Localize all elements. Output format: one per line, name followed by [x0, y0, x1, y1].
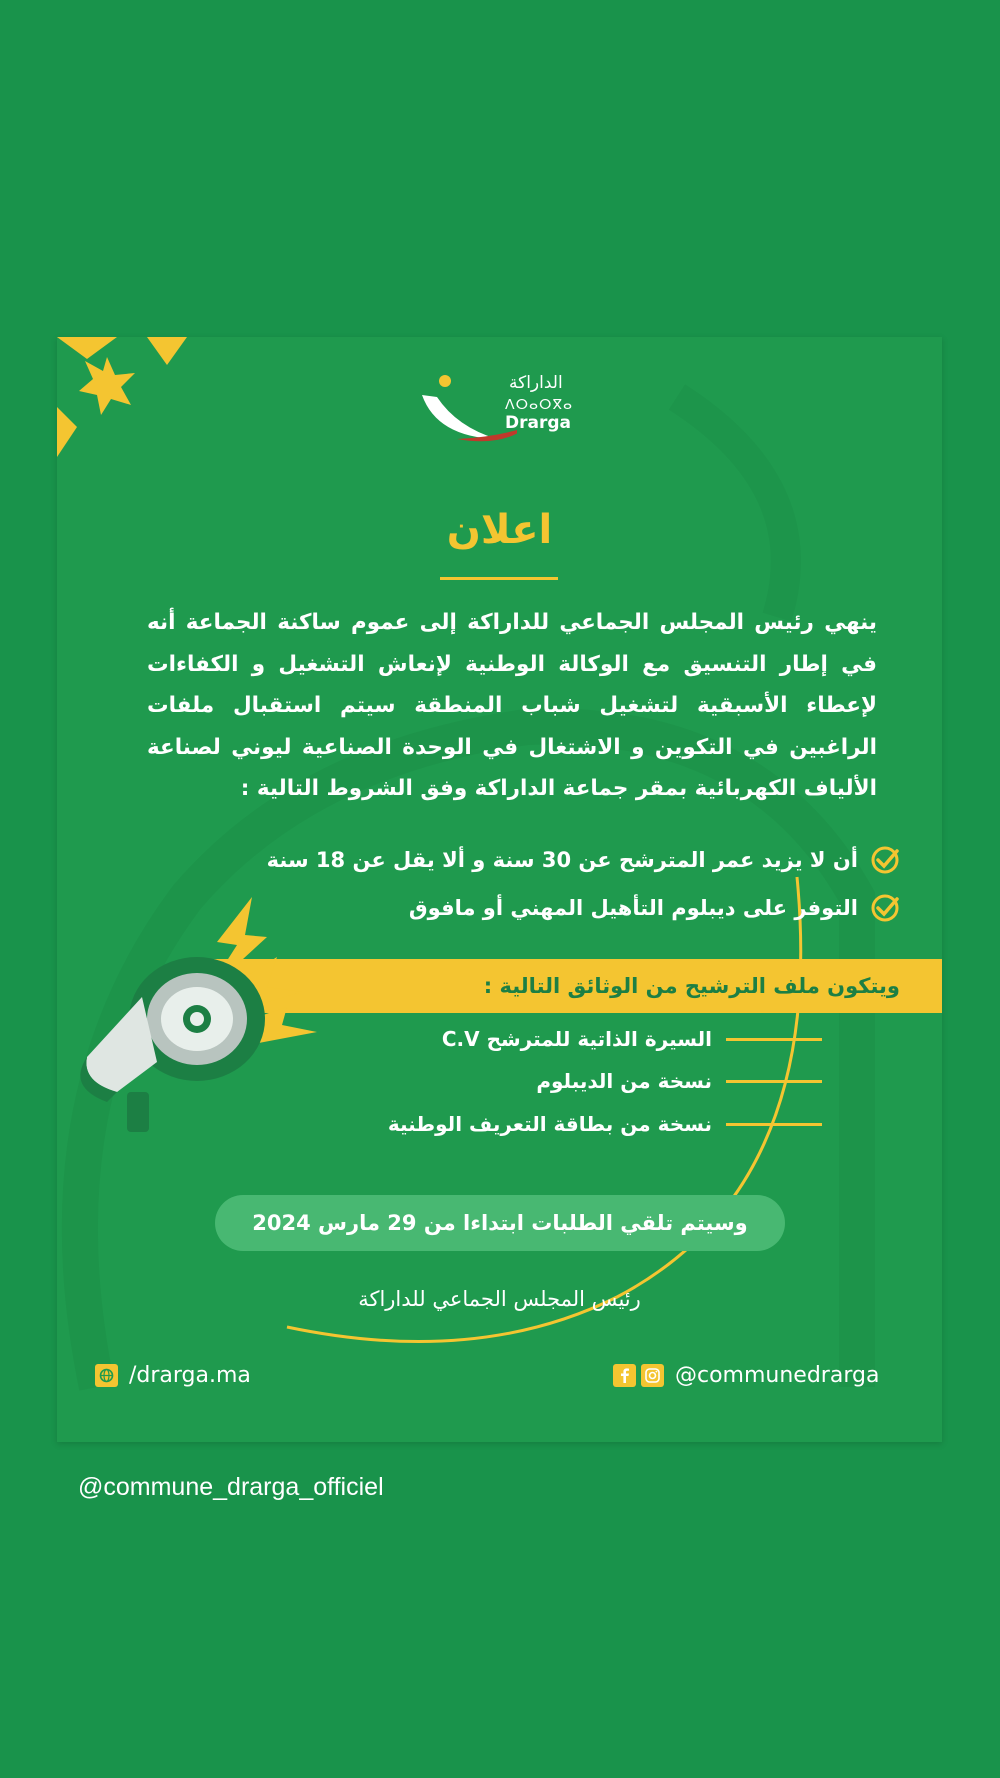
check-circle-icon: [870, 893, 900, 923]
logo-tifinagh: ⴷⵔⴰⵔⴳⴰ: [505, 397, 574, 413]
bullet-dash: [726, 1080, 822, 1083]
document-item: [442, 1022, 822, 1056]
website-text: /drarga.ma: [129, 1362, 251, 1388]
bullet-dash: [726, 1038, 822, 1041]
document-item: [388, 1107, 822, 1141]
announcement-card: [57, 337, 942, 1442]
footer-social[interactable]: [613, 1357, 879, 1393]
web-icon: [95, 1364, 118, 1387]
documents-heading: ويتكون ملف الترشيح من الوثائق التالية :: [483, 974, 900, 998]
title-underline: [440, 577, 558, 580]
facebook-icon: [613, 1364, 636, 1387]
instagram-icon: [641, 1364, 664, 1387]
star-decoration-icon: [57, 337, 187, 457]
condition-item: [267, 842, 900, 878]
date-notice: وسيتم تلقي الطلبات ابتداءا من 29 مارس 2024: [215, 1195, 785, 1251]
social-handle: @communedrarga: [675, 1362, 880, 1388]
drarga-logo: [417, 367, 627, 492]
footer-website[interactable]: [95, 1357, 251, 1393]
logo-latin: Drarga: [505, 413, 571, 433]
announcement-title: اعلان: [446, 507, 553, 553]
document-text: السيرة الذاتية للمترشح C.V: [441, 1027, 712, 1051]
megaphone-icon: [57, 897, 357, 1137]
signature: رئيس المجلس الجماعي للداراكة: [358, 1287, 641, 1311]
account-tag[interactable]: @commune_drarga_officiel: [78, 1473, 384, 1501]
bullet-dash: [726, 1123, 822, 1126]
intro-paragraph: ينهي رئيس المجلس الجماعي للداراكة إلى عموم ساكنة الجماعة أنه في إطار التنسيق مع الوكالة الوطنية لإنعاش التشغيل و الكفاءات لإعطاء الأسبقية لتشغيل شباب المنطقة سيتم استقبال ملفات الراغبين في التكوين و الاشتغال في الوحدة الصناعية ليوني لصناعة الألياف الكهربائية بمقر جماعة الداراكة وفق الشروط التالية :: [147, 610, 877, 801]
document-text: نسخة من بطاقة التعريف الوطنية: [387, 1112, 712, 1136]
condition-item: [409, 890, 900, 926]
logo-mark-icon: [417, 367, 517, 447]
condition-text: أن لا يزيد عمر المترشح عن 30 سنة و ألا يقل عن 18 سنة: [266, 848, 858, 872]
document-item: [536, 1064, 822, 1098]
condition-text: التوفر على ديبلوم التأهيل المهني أو مافوق: [408, 896, 858, 920]
check-circle-icon: [870, 845, 900, 875]
document-text: نسخة من الديبلوم: [536, 1069, 712, 1093]
logo-arabic: الداراكة: [509, 373, 563, 393]
